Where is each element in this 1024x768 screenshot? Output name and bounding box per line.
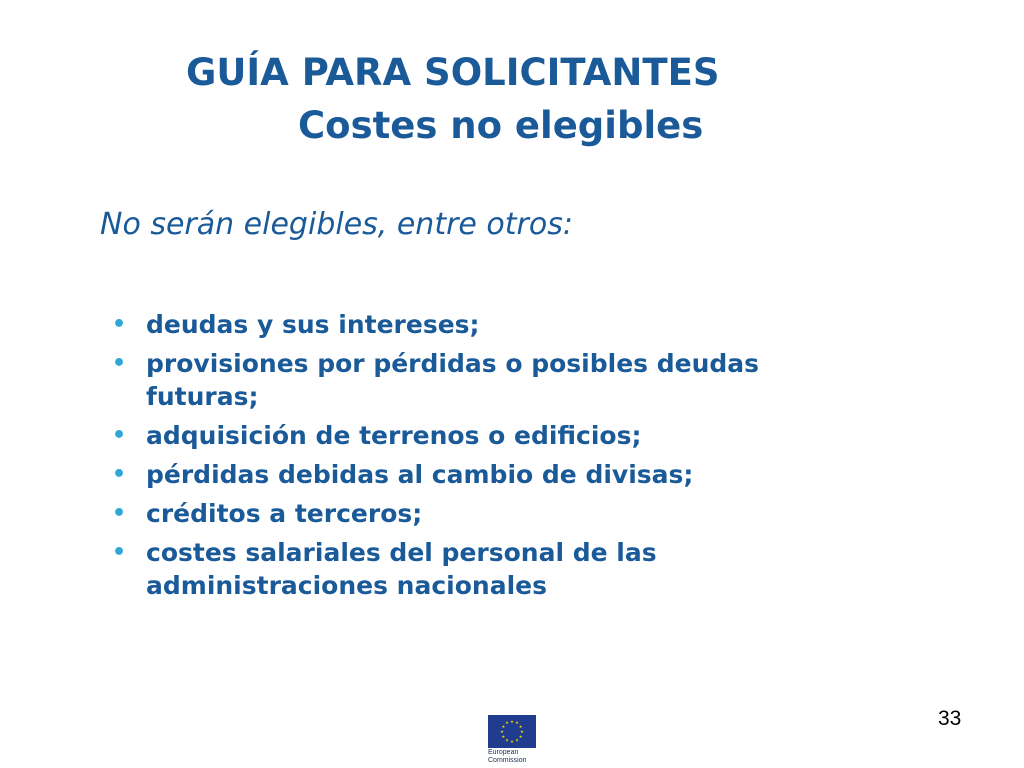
bullet-item [112,458,872,491]
bullet-item [112,536,872,602]
bullet-text: provisiones por pérdidas o posibles deudas futuras; [146,349,760,411]
flag-star-icon: ★ [510,718,514,724]
bullet-icon: • [112,351,127,376]
logo-text [488,749,527,765]
flag-star-icon: ★ [520,728,524,734]
flag-star-icon: ★ [501,723,506,729]
flag-star-icon: ★ [515,737,519,743]
bullet-icon: • [112,423,127,448]
bullet-icon: • [112,462,127,487]
bullet-item [112,347,872,413]
title-line-2: Costes no elegibles [298,104,704,147]
flag-star-icon: ★ [518,723,523,729]
bullet-text: pérdidas debidas al cambio de divisas; [146,460,694,489]
flag-star-icon: ★ [515,720,519,726]
bullet-list [112,308,872,608]
bullet-item [112,419,872,452]
flag-star-icon: ★ [505,737,509,743]
bullet-icon: • [112,501,127,526]
bullet-text: adquisición de terrenos o edificios; [146,421,642,450]
eu-flag-icon [488,715,536,748]
bullet-icon: • [112,312,127,337]
bullet-icon: • [112,540,127,565]
european-commission-logo [488,715,548,768]
flag-star-icon: ★ [500,728,504,734]
intro-text: No serán elegibles, entre otros: [100,207,573,242]
logo-text-line-1: European [488,749,519,756]
bullet-text: deudas y sus intereses; [146,310,480,339]
flag-star-icon: ★ [501,733,506,739]
page-number: 33 [938,707,962,730]
flag-star-icon: ★ [505,720,509,726]
flag-star-icon: ★ [510,738,514,744]
bullet-item [112,497,872,530]
title-line-1: GUÍA PARA SOLICITANTES [186,51,720,94]
bullet-text: créditos a terceros; [146,499,423,528]
logo-text-line-2: Commission [488,757,527,764]
flag-star-icon: ★ [518,733,523,739]
bullet-text: costes salariales del personal de las administraciones nacionales [146,538,657,600]
bullet-item [112,308,872,341]
